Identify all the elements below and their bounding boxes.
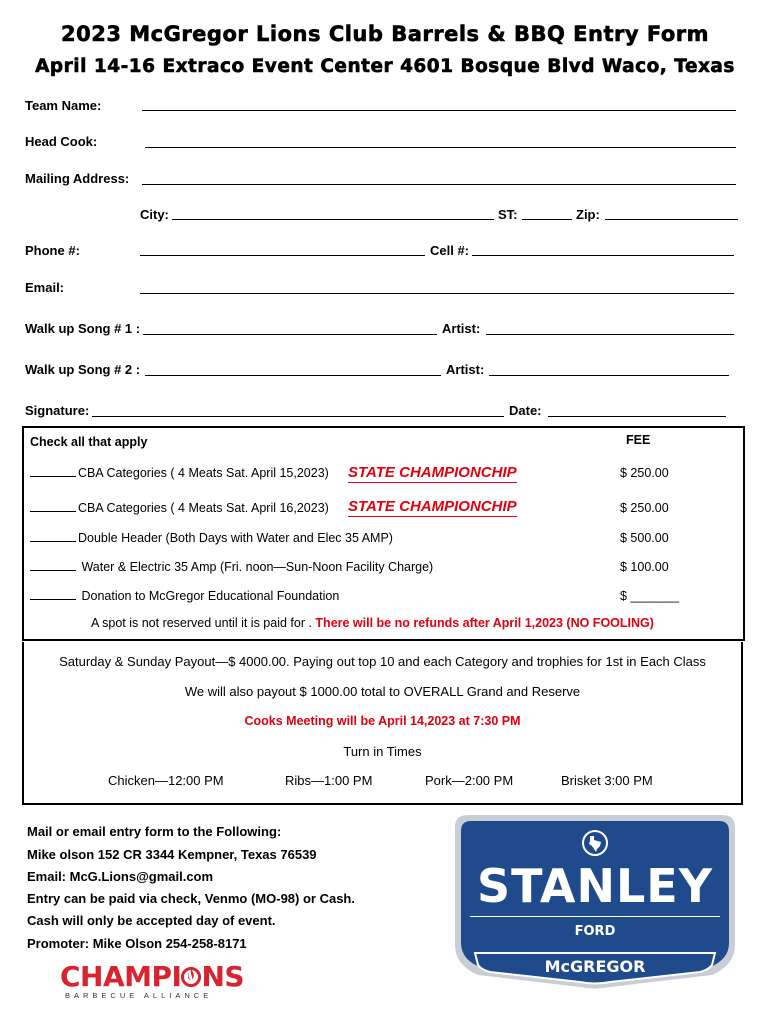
texas-icon bbox=[582, 830, 608, 856]
checkbox-blank[interactable] bbox=[30, 560, 76, 571]
checkbox-blank[interactable] bbox=[30, 531, 76, 542]
reservation-notice bbox=[91, 616, 654, 630]
team-name-field[interactable] bbox=[142, 110, 736, 111]
turn-in-title: Turn in Times bbox=[343, 744, 422, 759]
option-row[interactable] bbox=[30, 466, 329, 480]
state-field[interactable] bbox=[522, 219, 572, 220]
barbecue-alliance-text: BARBECUE ALLIANCE bbox=[65, 991, 213, 1000]
promoter-info: Promoter: Mike Olson 254-258-8171 bbox=[27, 936, 247, 951]
payment-methods: Entry can be paid via check, Venmo (MO-98) or Cash. bbox=[27, 891, 355, 906]
option-label: Water & Electric 35 Amp (Fri. noon—Sun-Noon Facility Charge) bbox=[78, 560, 434, 574]
option-label: Donation to McGregor Educational Foundation bbox=[78, 589, 340, 603]
fee-header: FEE bbox=[626, 433, 651, 447]
option-fee: $ 250.00 bbox=[620, 466, 669, 480]
turn-in-ribs: Ribs—1:00 PM bbox=[285, 773, 373, 788]
checkbox-blank[interactable] bbox=[30, 501, 76, 512]
option-fee: $ 250.00 bbox=[620, 501, 669, 515]
phone-field[interactable] bbox=[140, 255, 425, 256]
artist-1-label: Artist: bbox=[442, 321, 481, 336]
form-title: 2023 McGregor Lions Club Barrels & BBQ Entry Form bbox=[60, 22, 710, 46]
cash-note: Cash will only be accepted day of event. bbox=[27, 913, 276, 928]
email-field[interactable] bbox=[140, 293, 734, 294]
head-cook-field[interactable] bbox=[145, 147, 736, 148]
option-label: Double Header (Both Days with Water and Elec 35 AMP) bbox=[78, 531, 393, 545]
option-row[interactable] bbox=[30, 501, 329, 515]
cell-label: Cell #: bbox=[430, 243, 470, 258]
artist-2-field[interactable] bbox=[489, 375, 729, 376]
signature-field[interactable] bbox=[92, 416, 504, 417]
phone-label: Phone #: bbox=[25, 243, 80, 258]
checkbox-blank[interactable] bbox=[30, 466, 76, 477]
option-row[interactable] bbox=[30, 531, 393, 545]
stanley-ford-mcgregor-logo bbox=[450, 815, 740, 990]
mail-email: Email: McG.Lions@gmail.com bbox=[27, 869, 214, 884]
artist-1-field[interactable] bbox=[486, 334, 734, 335]
no-refund-notice: There will be no refunds after April 1,2023 (NO FOOLING) bbox=[315, 616, 654, 630]
date-field[interactable] bbox=[548, 416, 726, 417]
state-championship-badge: STATE CHAMPIONCHIP bbox=[348, 498, 517, 515]
flame-icon bbox=[181, 961, 201, 981]
date-label: Date: bbox=[509, 403, 542, 418]
stanley-text: STANLEY bbox=[476, 859, 714, 913]
ford-text: FORD bbox=[574, 924, 616, 939]
turn-in-chicken: Chicken—12:00 PM bbox=[108, 773, 224, 788]
checkbox-blank[interactable] bbox=[30, 589, 76, 600]
state-championship-badge: STATE CHAMPIONCHIP bbox=[348, 464, 517, 481]
team-name-label: Team Name: bbox=[25, 98, 102, 113]
payout-line: Saturday & Sunday Payout—$ 4000.00. Paying out top 10 and each Category and trophies for 1st in Each Class bbox=[59, 654, 706, 669]
walk-up-song-2-field[interactable] bbox=[145, 375, 441, 376]
state-label: ST: bbox=[498, 207, 518, 222]
champions-barbecue-alliance-logo bbox=[60, 960, 260, 1004]
option-fee: $ _______ bbox=[620, 589, 680, 603]
walk-up-song-1-field[interactable] bbox=[143, 334, 437, 335]
zip-label: Zip: bbox=[576, 207, 600, 222]
mcgregor-text: McGREGOR bbox=[544, 957, 646, 976]
champions-logo-text-tail: NS bbox=[201, 960, 245, 993]
form-subtitle: April 14-16 Extraco Event Center 4601 Bosque Blvd Waco, Texas bbox=[35, 56, 735, 77]
logo-divider bbox=[470, 916, 720, 917]
city-label: City: bbox=[140, 207, 169, 222]
city-field[interactable] bbox=[172, 219, 494, 220]
option-label: CBA Categories ( 4 Meats Sat. April 15,2023) bbox=[78, 466, 329, 480]
champions-logo-text: CHAMPI bbox=[60, 960, 182, 993]
mailing-address-field[interactable] bbox=[142, 184, 736, 185]
option-row[interactable] bbox=[30, 589, 339, 603]
zip-field[interactable] bbox=[605, 219, 738, 220]
mail-address: Mike olson 152 CR 3344 Kempner, Texas 76539 bbox=[27, 847, 317, 862]
turn-in-pork: Pork—2:00 PM bbox=[425, 773, 514, 788]
check-all-label: Check all that apply bbox=[30, 435, 148, 449]
email-label: Email: bbox=[25, 280, 65, 295]
option-fee: $ 500.00 bbox=[620, 531, 669, 545]
mailing-address-label: Mailing Address: bbox=[25, 171, 130, 186]
walk-up-song-2-label: Walk up Song # 2 : bbox=[25, 362, 141, 377]
overall-payout-line: We will also payout $ 1000.00 total to OVERALL Grand and Reserve bbox=[184, 684, 581, 699]
turn-in-brisket: Brisket 3:00 PM bbox=[561, 773, 653, 788]
mail-heading: Mail or email entry form to the Following: bbox=[27, 824, 282, 839]
cell-field[interactable] bbox=[472, 255, 734, 256]
head-cook-label: Head Cook: bbox=[25, 134, 98, 149]
artist-2-label: Artist: bbox=[446, 362, 485, 377]
cooks-meeting: Cooks Meeting will be April 14,2023 at 7:30 PM bbox=[244, 714, 521, 728]
option-label: CBA Categories ( 4 Meats Sat. April 16,2023) bbox=[78, 501, 329, 515]
signature-label: Signature: bbox=[25, 403, 90, 418]
option-row[interactable] bbox=[30, 560, 433, 574]
walk-up-song-1-label: Walk up Song # 1 : bbox=[25, 321, 141, 336]
notice-text: A spot is not reserved until it is paid for . bbox=[91, 616, 316, 630]
option-fee: $ 100.00 bbox=[620, 560, 669, 574]
